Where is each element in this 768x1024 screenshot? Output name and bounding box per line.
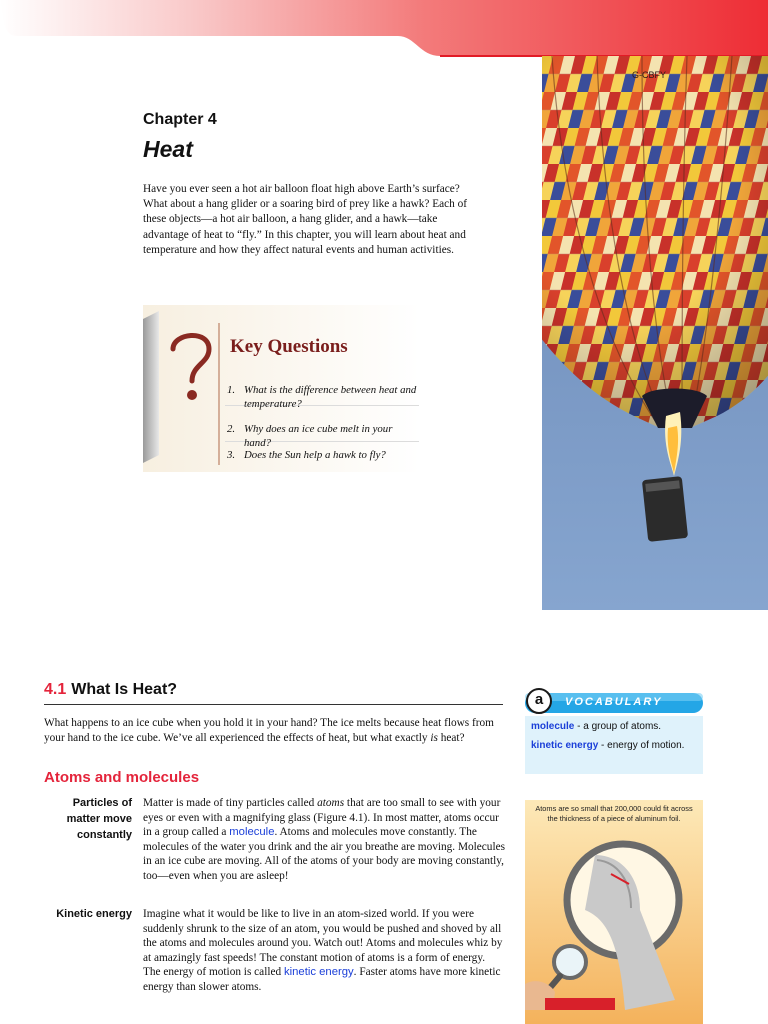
margin-note-kinetic-energy: Kinetic energy xyxy=(56,908,132,920)
vocabulary-title: VOCABULARY xyxy=(565,696,663,708)
text-run: . Atoms and molecules move constantly. The molecules of the water you drink and the air you breathe are moving. Molecules in an ice cube are moving. All of the atoms of your body are moving constantly, too—even when you are asleep! xyxy=(143,826,506,882)
hot-air-balloon-photo xyxy=(542,56,768,610)
text-run: Imagine what it would be like to live in an atom-sized world. If you were suddenly shrunk to the size of an atom, you would be pushed and shoved by all the atoms and molecules around you. Watch out! Atoms and molecules whiz by at amazingly fast speeds! The constant motion of atoms is a form of energy. The energy of motion is called xyxy=(143,908,503,979)
aluminum-foil-illustration xyxy=(525,800,703,1024)
question-number: 1. xyxy=(227,384,236,396)
text-run: What happens to an ice cube when you hold it in your hand? The ice melts because heat flows from your hand to the ice cube. We’ve all experienced the effects of heat, but what exactly xyxy=(44,717,494,744)
chapter-label: Chapter 4 xyxy=(143,111,217,128)
key-question-item xyxy=(227,383,417,411)
emphasis: atoms xyxy=(317,797,345,809)
question-mark-icon xyxy=(165,327,217,405)
text-run: . Faster atoms have more kinetic energy than slower atoms. xyxy=(143,966,501,993)
question-text: Why does an ice cube melt in your hand? xyxy=(244,423,393,449)
vocab-term-molecule[interactable]: molecule xyxy=(229,826,275,839)
question-text: What is the difference between heat and temperature? xyxy=(244,384,417,410)
header-band xyxy=(0,0,768,58)
key-questions-heading: Key Questions xyxy=(230,336,348,357)
section-title-text: What Is Heat? xyxy=(71,681,178,698)
section-divider xyxy=(44,704,503,705)
text-run: heat? xyxy=(437,732,465,744)
question-number: 3. xyxy=(227,449,236,461)
question-number: 2. xyxy=(227,423,236,435)
text-run: that are too small to see with your eyes or even with a magnifying glass (Figure 4.1). In most matter, atoms occur in a group called a xyxy=(143,797,501,839)
vocabulary-definition: - energy of motion. xyxy=(598,740,685,751)
section-number: 4.1 xyxy=(44,681,67,698)
section-intro xyxy=(44,716,496,746)
vocabulary-entry xyxy=(531,720,697,734)
key-question-item xyxy=(227,448,417,462)
paragraph-particles xyxy=(143,796,505,884)
subsection-title: Atoms and molecules xyxy=(44,769,200,786)
text-run: Matter is made of tiny particles called xyxy=(143,797,318,809)
vocabulary-badge-icon: a xyxy=(526,688,552,714)
figure-4-1 xyxy=(525,800,703,1024)
figure-caption: Atoms are so small that 200,000 could fit across the thickness of a piece of aluminum foil. xyxy=(535,804,693,823)
balloon-registration: G-CBFY xyxy=(632,70,667,80)
vocabulary-term: kinetic energy xyxy=(531,740,599,751)
vocabulary-definition: - a group of atoms. xyxy=(574,721,662,732)
vocabulary-term: molecule xyxy=(531,721,575,732)
vocabulary-box xyxy=(525,688,703,774)
vocabulary-entry xyxy=(531,739,697,753)
paragraph-kinetic-energy xyxy=(143,907,505,995)
key-questions-box xyxy=(143,305,420,472)
question-text: Does the Sun help a hawk to fly? xyxy=(244,449,386,461)
vocab-term-kinetic-energy[interactable]: kinetic energy xyxy=(283,966,354,979)
emphasis: is xyxy=(430,732,438,744)
chapter-title: Heat xyxy=(143,136,193,162)
key-question-item xyxy=(227,422,417,450)
margin-note-particles: Particles of matter move constantly xyxy=(66,797,132,841)
section-title xyxy=(44,681,177,699)
chapter-intro: Have you ever seen a hot air balloon float high above Earth’s surface? What about a hang glider or a soaring bird of prey like a hawk? Each of these objects—a hot air balloon, a hang glider, and a hawk—take advantage of heat to “fly.” In this chapter, you will learn about heat and temperature and how they affect natural events and human activities. xyxy=(143,183,468,256)
